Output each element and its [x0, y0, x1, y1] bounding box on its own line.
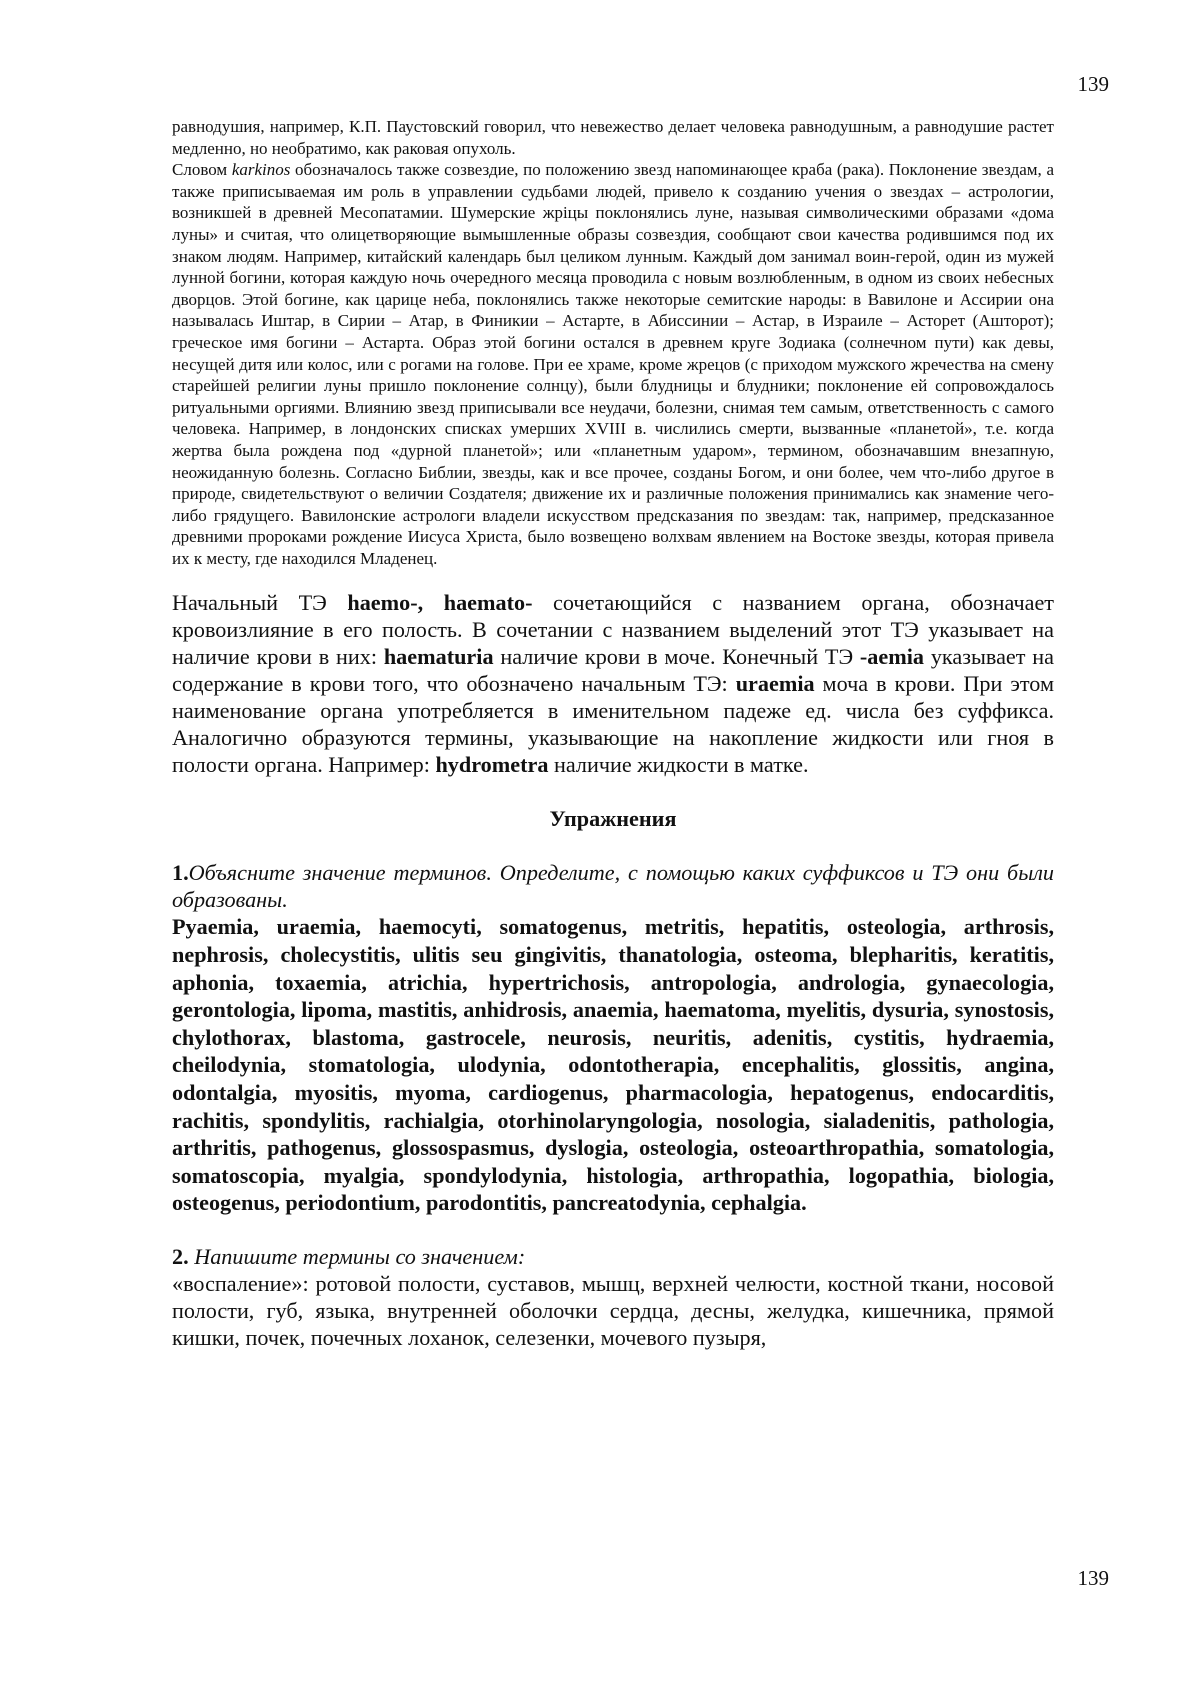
exercise-2-number: 2.	[172, 1244, 189, 1269]
page-number-top: 139	[1077, 72, 1109, 96]
page-content	[172, 116, 1054, 1351]
exercise-1-terms: Pyaemia, uraemia, haemocyti, somatogenus, metritis, hepatitis, osteologia, arthrosis, nephrosis, cholecystitis, ulitis seu gingivitis, thanatologia, osteoma, blepharitis, keratitis, aphonia, toxaemia, atrichia, hypertrichosis, antropologia, andrologia, gynaecologia, gerontologia, lipoma, mastitis, anhidrosis, anaemia, haematoma, myelitis, dysuria, synostosis, chylothorax, blastoma, gastrocele, neurosis, neuritis, adenitis, cystitis, hydraemia, cheilodynia, stomatologia, ulodynia, odontotherapia, encephalitis, glossitis, angina, odontalgia, myositis, myoma, cardiogenus, pharmacologia, hepatogenus, endocarditis, rachitis, spondylitis, rachialgia, otorhinolaryngologia, nosologia, sialadenitis, pathologia, arthritis, pathogenus, glossospasmus, dyslogia, osteologia, osteoarthropathia, somatologia, somatoscopia, myalgia, spondylodynia, histologia, arthropathia, logopathia, biologia, osteogenus, periodontium, parodontitis, pancreatodynia, cephalgia.	[172, 914, 1054, 1216]
exercises-heading: Упражнения	[549, 806, 677, 832]
karkinos-prefix: Словом	[172, 160, 232, 180]
intro-paragraph: равнодушия, например, К.П. Паустовский говорил, что невежество делает человека равнодушным, а равнодушие растет медленно, но необратимо, как раковая опухоль.	[172, 117, 1054, 158]
exercise-1-number: 1.	[172, 860, 189, 886]
main-text-3: наличие крови в моче. Конечный ТЭ	[493, 644, 860, 670]
term-hydrometra: hydrometra	[435, 752, 549, 778]
exercise-1-instruction	[172, 859, 1054, 913]
main-text-5: моча в крови. При этом наименование органа употребляется в именительном падеже ед. числа без суффикса. Аналогично образуются термины, указывающие на накопление жидкости или гноя в полости органа. Например:	[172, 671, 1054, 778]
main-text-4: указывает на содержание в крови того, что обозначено начальным ТЭ:	[172, 644, 1054, 697]
exercise-2-body: «воспаление»: ротовой полости, суставов, мышц, верхней челюсти, костной ткани, носовой полости, губ, языка, внутренней оболочки сердца, десны, желудка, кишечника, прямой кишки, почек, почечных лоханок, селезенки, мочевого пузыря,	[172, 1271, 1054, 1350]
exercise-2-text: Напишите термины со значением:	[188, 1244, 526, 1269]
term-uraemia: uraemia	[735, 671, 815, 697]
exercise-2-instruction	[172, 1243, 1054, 1270]
main-paragraph	[172, 589, 1054, 778]
page-number-bottom: 139	[1077, 1566, 1109, 1590]
term-aemia: -aemia	[859, 644, 924, 670]
karkinos-word: karkinos	[231, 160, 291, 180]
main-text-6: наличие жидкости в матке.	[548, 752, 809, 778]
karkinos-paragraph	[172, 159, 1054, 569]
term-haematuria: haematuria	[383, 644, 494, 670]
exercise-1-text: Объясните значение терминов. Определите, с помощью каких суффиксов и ТЭ они были образованы.	[172, 860, 1054, 913]
term-haemo: haemo-, haemato-	[347, 590, 533, 616]
main-text-1: Начальный ТЭ	[172, 590, 348, 616]
main-text-2: сочетающийся с названием органа, обозначает кровоизлияние в его полость. В сочетании с названием выделений этот ТЭ указывает на наличие крови в них:	[172, 590, 1054, 670]
karkinos-text: обозначалось также созвездие, по положению звезд напоминающее краба (рака). Поклонение звездам, а также приписываемая им роль в управлении судьбами людей, привело к созданию учения о звездах – астрологии, возникшей в древней Месопатамии. Шумерские жрiцы поклонялись луне, называя символическими образами «дома луны» и считая, что олицетворяющие вымышленные образы созвездия, сообщают свои качества родившимся под их знаком людям. Например, китайский календарь был целиком лунным. Каждый дом занимал воин-герой, один из мужей лунной богини, которая каждую ночь очередного месяца проводила с новым возлюбленным, в одном из своих небесных дворцов. Этой богине, как царице неба, поклонялись также некоторые семитские народы: в Вавилоне и Ассирии она называлась Иштар, в Сирии – Атар, в Финикии – Астарте, в Абиссинии – Астар, в Израиле – Асторет (Ашторот); греческое имя богини – Астарта. Образ этой богини остался в древнем круге Зодиака (солнечном пути) как девы, несущей дитя или колос, или с рогами на голове. При ее храме, кроме жрецов (с приходом мужского жречества на смену старейшей религии луны пришло поклонение солнцу), были блудницы и блудники; поклонение ей сопровождалось ритуальными оргиями. Влиянию звезд приписывали все неудачи, болезни, снимая тем самым, ответственность с самого человека. Например, в лондонских списках умерших XVIII в. числились смерти, вызванные «планетой», т.е. когда жертва была рождена под «дурной планетой»; или «планетным ударом», термином, обозначавшим внезапную, неожиданную болезнь. Согласно Библии, звезды, как и все прочее, созданы Богом, и они более, чем что-либо другое в природе, свидетельствуют о величии Создателя; движение их и различные положения принимались как знамение чего-либо грядущего. Вавилонские астрологи владели искусством предсказания по звездам: так, например, предсказанное древними пророками рождение Иисуса Христа, было возвещено волхвам явлением на Востоке звезды, которая привела их к месту, где находился Младенец.	[172, 160, 1054, 568]
